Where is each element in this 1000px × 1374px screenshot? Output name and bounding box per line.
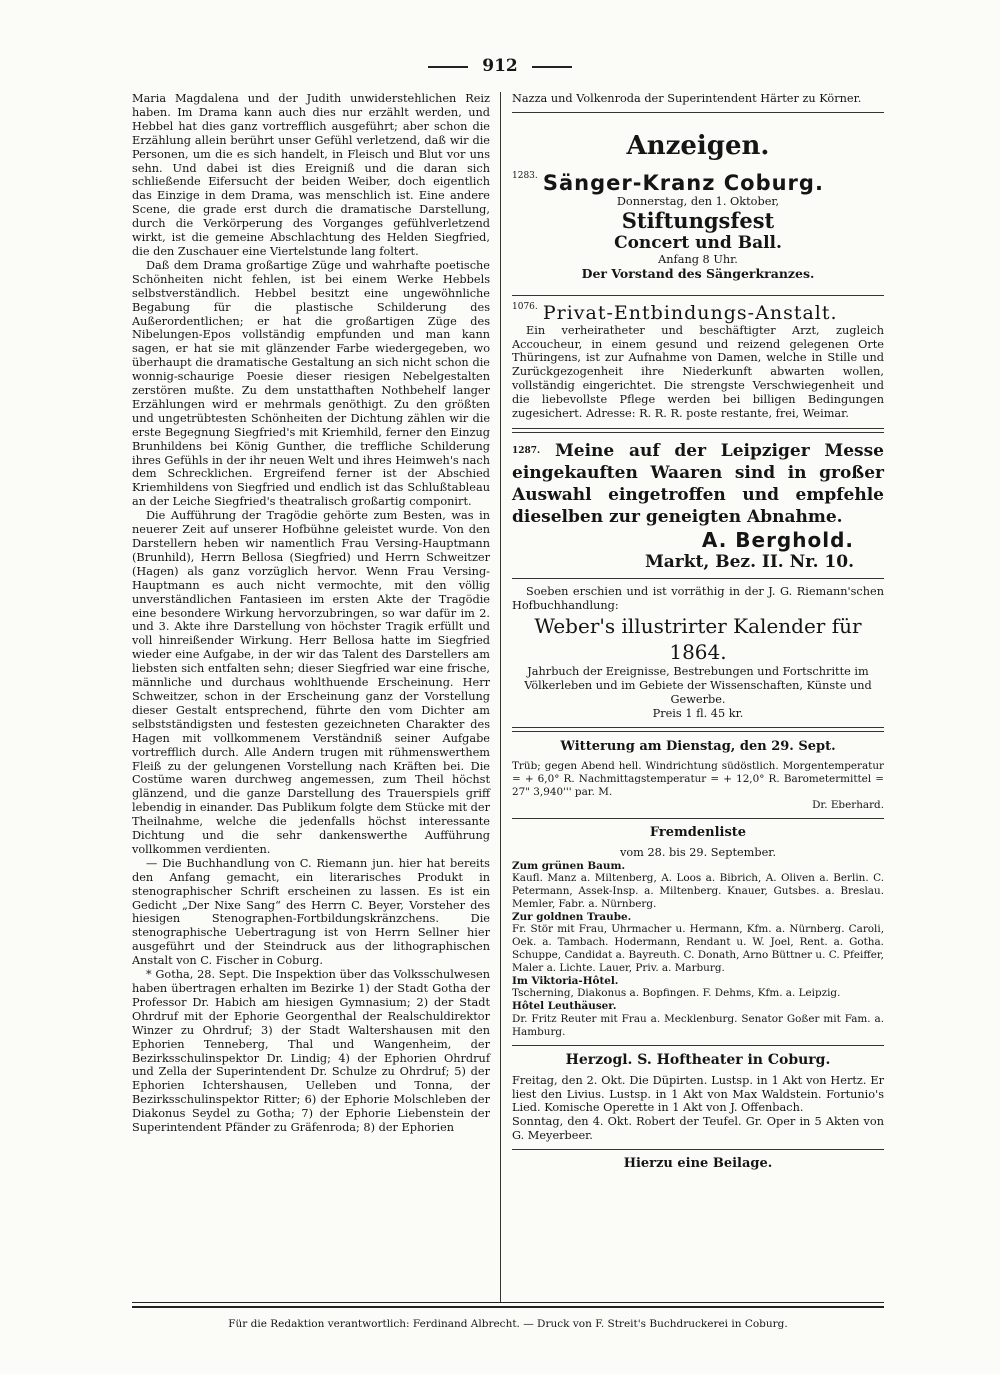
right-column bbox=[512, 92, 884, 1177]
article-paragraph: Maria Magdalena und der Judith unwiderstehlichen Reiz haben. Im Drama kann auch dies nur erzählt werden, und Hebbel hat dies ganz vortrefflich ausgeführt; aber schon die Erzählung allein berührt unser Gefühl verletzend, daß wir die Personen, um die es sich handelt, in Fleisch und Blut vor uns sehn. Und dabei ist dies Ereigniß und die daran sich schließende Eifersucht der beiden Weiber, doch eigentlich das Einzige in dem Drama, was menschlich ist. Eine andere Scene, die grade erst durch die dramatische Darstellung, durch die Verkörperung des Vorganges gefühlverletzend wirkt, ist die gemeine Abschlachtung des Helden Siegfried, die den Zuschauer eine Viertelstunde lang foltert. bbox=[132, 92, 490, 258]
weather-report bbox=[512, 739, 884, 811]
beilage-note: Hierzu eine Beilage. bbox=[623, 1156, 773, 1172]
fremdenliste-heading: Fremdenliste bbox=[649, 824, 747, 840]
divider bbox=[512, 578, 884, 579]
hotel-name: Hôtel Leuthäuser. bbox=[512, 1000, 617, 1013]
ad-title: Weber's illustrirter Kalender für 1864. bbox=[534, 613, 862, 664]
ad-privat bbox=[512, 302, 884, 421]
divider bbox=[512, 1149, 884, 1150]
divider bbox=[512, 727, 884, 732]
article-paragraph: Daß dem Drama großartige Züge und wahrhafte poetische Schönheiten nicht fehlen, ist bei einem Werke Hebbels selbstverständlich. Hebbel besitzt eine ungewöhnliche Begabung für die plastische Schilderung des Außerordentlichen; er hat die großartigen Züge des Nibelungen-Epos vollständig empfunden und man kann sagen, er hat sie mit glänzender Farbe wiedergegeben, wo überhaupt die dramatische Gestaltung an sich nicht schon die wonnig-schaurige Poesie dieser riesigen Nebelgestalten zerstören mußte. Zu dem unstatthaften Nothbehelf langer Erzählungen wird er mehrmals genöthigt. Zu den größten und ungetrübtesten Schönheiten der Dichtung zählen wir die erste Begegnung Siegfried's mit Kriemhild, ferner den Einzug Brunhildens bei König Gunther, die treffliche Schilderung ihres Gefühls in der ihr neuen Welt und ihres Heimweh's nach dem Schrecklichen. Ergreifend ferner ist der Abschied Kriemhildens von Siegfried und endlich ist das Schlußtableau an der Leiche Siegfried's theatralisch großartig componirt. bbox=[132, 258, 490, 509]
divider bbox=[512, 1045, 884, 1046]
divider bbox=[512, 818, 884, 819]
theater-text: Freitag, den 2. Okt. Die Düpirten. Lustsp. in 1 Akt von Hertz. Er liest den Livius. Lustsp. in 1 Akt von Max Waldstein. Fortunio's Lied. Komische Operette in 1 Akt von J. Offenbach. bbox=[512, 1073, 884, 1115]
column-divider bbox=[500, 92, 501, 1302]
left-column bbox=[132, 92, 490, 1135]
guest-list: Kaufl. Manz a. Miltenberg, A. Loos a. Bibrich, A. Oliven a. Berlin. C. Petermann, Assek-Insp. a. Miltenberg. Knauer, Gutsbes. a. Breslau. Memler, Fabr. a. Nürnberg. bbox=[512, 872, 884, 910]
guest-list: Tscherning, Diakonus a. Bopfingen. F. Dehms, Kfm. a. Leipzig. bbox=[512, 987, 841, 1000]
weather-sign: Dr. Eberhard. bbox=[812, 798, 884, 811]
ad-date: Donnerstag, den 1. Oktober, bbox=[616, 194, 780, 208]
ad-text: Meine auf der Leipziger Messe eingekauften Waaren sind in großer Auswahl eingetroffen und empfehle dieselben zur geneigten Abnahme. bbox=[512, 440, 885, 527]
ad-title: Privat-Entbindungs-Anstalt. bbox=[542, 301, 838, 324]
divider bbox=[512, 428, 884, 433]
fremdenliste bbox=[512, 825, 884, 1039]
theater-text: Sonntag, den 4. Okt. Robert der Teufel. Gr. Oper in 5 Akten von G. Meyerbeer. bbox=[512, 1115, 884, 1143]
continuation-text: Nazza und Volkenroda der Superintendent Härter zu Körner. bbox=[512, 92, 862, 105]
fremdenliste-dates: vom 28. bis 29. September. bbox=[619, 845, 777, 859]
article-paragraph: * Gotha, 28. Sept. Die Inspektion über das Volksschulwesen haben übertragen erhalten im Bezirke 1) der Stadt Gotha der Professor Dr. Habich am hiesigen Gymnasium; 2) der Stadt Ohrdruf mit der Ephorie Georgenthal der Realschuldirektor Winzer zu Ohrdruf; 3) der Stadt Waltershausen mit den Ephorien Tenneberg, Thal und Wangenheim, der Bezirksschulinspektor Dr. Lindig; 4) der Ephorien Ohrdruf und Zella der Superintendent Dr. Schulze zu Ohrdruf; 5) der Ephorien Ichtershausen, Uelleben und Tonna, der Bezirksschulinspektor Ritter; 6) der Ephorie Molschleben der Diakonus Seydel zu Gotha; 7) der Ephorie Liebenstein der Superintendent Pfänder zu Gräfenroda; 8) der Ephorien bbox=[132, 968, 490, 1135]
hotel-name: Zur goldnen Traube. bbox=[512, 910, 632, 923]
guest-list: Dr. Fritz Reuter mit Frau a. Mecklenburg. Senator Goßer mit Fam. a. Hamburg. bbox=[512, 1013, 884, 1038]
theater-heading: Herzogl. S. Hoftheater in Coburg. bbox=[565, 1051, 831, 1068]
ad-address: Markt, Bez. II. Nr. 10. bbox=[644, 551, 854, 572]
page-number: 912 bbox=[0, 56, 1000, 76]
ad-desc: Jahrbuch der Ereignisse, Bestrebungen und Fortschritte im Völkerleben und im Gebiete der Wissenschaften, Künste und Gewerbe. bbox=[524, 664, 872, 706]
ad-sign: Der Vorstand des Sängerkranzes. bbox=[581, 265, 815, 281]
ad-number: 1283. bbox=[512, 170, 538, 181]
ad-kalender bbox=[512, 585, 884, 720]
divider bbox=[512, 112, 884, 113]
guest-list: Fr. Stör mit Frau, Uhrmacher u. Hermann, Kfm. a. Nürnberg. Caroli, Oek. a. Tambach. Hodermann, Rendant u. W. Joel, Rent. a. Gotha. Schuppe, Candidat a. Bayreuth. C. Donath, Arno Büttner u. C. Pfeiffer, Maler a. Lichte. Lauer, Priv. a. Marburg. bbox=[512, 923, 884, 974]
divider bbox=[512, 295, 884, 296]
ad-number: 1076. bbox=[512, 301, 538, 312]
ad-event: Stiftungsfest bbox=[621, 207, 775, 233]
ad-berghold bbox=[512, 440, 884, 572]
ad-title: Sänger-Kranz Coburg. bbox=[542, 170, 824, 195]
article-paragraph: Die Aufführung der Tragödie gehörte zum Besten, was in neuerer Zeit auf unserer Hofbühne geleistet wurde. Von den Darstellern heben wir namentlich Frau Versing-Hauptmann (Brunhild), Herrn Bellosa (Siegfried) und Herrn Schweitzer (Hagen) als ganz vorzüglich hervor. Wenn Frau Versing-Hauptmann es auch nicht vermochte, mit den völlig unverständlichen Fantasieen im ersten Akte der Tragödie eine besondere Wirkung hervorzubringen, so war dafür im 2. und 3. Akte ihre Darstellung von höchster Tragik erfüllt und voll hinreißender Wirkung. Herr Bellosa hatte im Siegfried wieder eine Aufgabe, in der wir das Talent des Darstellers am liebsten sich entfalten sehn; dieser Siegfried war eine frische, männliche und durchaus wohlthuende Erscheinung. Herr Schweitzer, schon in der Erscheinung ganz der Vorstellung dieser Gestalt entsprechend, führte den vom Dichter am selbstständigsten und festesten gezeichneten Charakter des Hagen mit vollkommenem Verständniß seiner Aufgabe vortrefflich durch. Alle Andern trugen mit rühmenswerthem Fleiß zu der gelungenen Vorstellung nach Kräften bei. Die Costüme waren durchweg angemessen, zum Theil höchst glänzend, und die ganze Darstellung des Trauerspiels griff lebendig in einander. Das Publikum folgte dem Stücke mit der Theilnahme, welche die jedenfalls höchst interessante Dichtung und die sehr dankenswerthe Aufführung vollkommen verdienten. bbox=[132, 509, 490, 856]
weather-text: Trüb; gegen Abend hell. Windrichtung südöstlich. Morgentemperatur = + 6,0° R. Nachmittagstemperatur = + 12,0° R. Barometermittel = 27" 3,940''' par. M. bbox=[512, 760, 884, 798]
ad-name: A. Berghold. bbox=[701, 527, 854, 552]
ad-saengerkranz bbox=[512, 171, 884, 281]
ad-text: Ein verheiratheter und beschäftigter Arzt, zugleich Accoucheur, in einem gesund und reizend gelegenen Orte Thüringens, ist zur Aufnahme von Damen, welche in Stille und Zurückgezogenheit ihre Niederkunft abwarten wollen, vollständig eingerichtet. Die strengste Verschwiegenheit und die liebevollste Pflege werden bei billigen Bedingungen zugesichert. Adresse: R. R. R. poste restante, frei, Weimar. bbox=[512, 323, 884, 421]
ad-price: Preis 1 fl. 45 kr. bbox=[652, 706, 744, 720]
theater-program bbox=[512, 1052, 884, 1144]
hotel-name: Im Viktoria-Hôtel. bbox=[512, 974, 619, 987]
weather-heading: Witterung am Dienstag, den 29. Sept. bbox=[560, 739, 836, 755]
article-paragraph: — Die Buchhandlung von C. Riemann jun. hier hat bereits den Anfang gemacht, ein literarisches Produkt in stenographischer Schrift erscheinen zu lassen. Es ist ein Gedicht „Der Nixe Sang“ des Herrn C. Beyer, Vorsteher des hiesigen Stenographen-Fortbildungskränzchens. Die stenographische Uebertragung ist von Herrn Sellner hier ausgeführt und der Steindruck aus der lithographischen Anstalt von C. Fischer in Coburg. bbox=[132, 856, 490, 968]
ad-event-sub: Concert und Ball. bbox=[614, 232, 782, 253]
footer-rule bbox=[132, 1302, 884, 1308]
ad-number: 1287. bbox=[512, 445, 541, 456]
footer-imprint: Für die Redaktion verantwortlich: Ferdinand Albrecht. — Druck von F. Streit's Buchdruckerei in Coburg. bbox=[228, 1318, 788, 1330]
hotel-name: Zum grünen Baum. bbox=[512, 859, 626, 872]
ad-start: Anfang 8 Uhr. bbox=[658, 252, 738, 266]
anzeigen-heading: Anzeigen. bbox=[626, 130, 770, 161]
ad-intro: Soeben erschien und ist vorräthig in der J. G. Riemann'schen Hofbuchhandlung: bbox=[512, 584, 884, 612]
